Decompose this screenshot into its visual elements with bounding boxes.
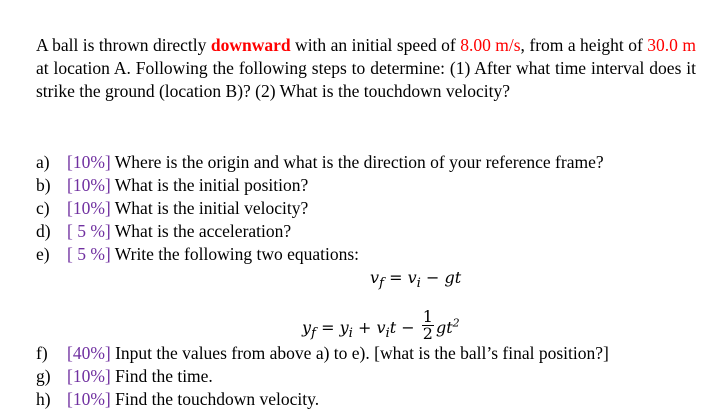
eq2-y-sub: i xyxy=(348,326,353,342)
eq1-rest: − gt xyxy=(420,268,462,287)
eq2-plus: + xyxy=(352,318,377,337)
step-weight: [40%] xyxy=(67,343,111,363)
eq2-lhs-sub: f xyxy=(311,326,316,342)
eq2-t: t xyxy=(389,318,397,337)
step-weight: [10%] xyxy=(67,366,111,386)
step-text: Input the values from above a) to e). [what is the ball’s final position?] xyxy=(110,343,609,363)
problem-text-2: with an initial speed of xyxy=(290,35,461,55)
step-text: What is the acceleration? xyxy=(110,221,292,241)
step-marker: a) xyxy=(36,152,50,172)
step-weight: [ 5 %] xyxy=(67,244,111,264)
step-weight: [10%] xyxy=(67,198,111,218)
problem-text-1: A ball is thrown directly xyxy=(36,35,211,55)
eq2-v-sub: i xyxy=(385,326,390,342)
eq1-v: v xyxy=(407,268,417,287)
step-weight: [10%] xyxy=(67,175,111,195)
steps-list-bottom xyxy=(36,342,609,411)
step-text: What is the initial velocity? xyxy=(110,198,309,218)
step-marker: d) xyxy=(36,221,51,241)
steps-list-top xyxy=(36,151,604,266)
eq1-lhs: v xyxy=(370,268,380,287)
step-marker: e) xyxy=(36,244,50,264)
step-item-a xyxy=(36,151,604,174)
position-equation xyxy=(302,307,460,345)
step-text: Where is the origin and what is the direction of your reference frame? xyxy=(110,152,604,172)
step-weight: [10%] xyxy=(67,152,111,172)
keyword-downward: downward xyxy=(210,35,291,55)
eq2-equals: = xyxy=(315,318,340,337)
eq2-lhs: y xyxy=(302,318,312,337)
step-item-e xyxy=(36,243,604,266)
eq2-v: v xyxy=(376,318,386,337)
eq2-minus: − xyxy=(396,318,420,337)
eq1-equals: = xyxy=(383,268,408,287)
step-marker: b) xyxy=(36,175,51,195)
step-marker: h) xyxy=(36,389,51,409)
eq1-lhs-sub: f xyxy=(379,276,384,292)
step-item-d xyxy=(36,220,604,243)
fraction-denominator: 2 xyxy=(422,324,433,343)
problem-text-4: at location A. Following the following steps to determine: (1) After what time interval does it strike the ground (location B)? (2) What is the touchdown velocity? xyxy=(36,58,696,102)
step-item-b xyxy=(36,174,604,197)
eq1-v-sub: i xyxy=(416,276,421,292)
step-item-f xyxy=(36,342,609,365)
step-marker: c) xyxy=(36,198,50,218)
eq2-fraction xyxy=(422,309,434,342)
eq2-tail: gt xyxy=(435,318,453,337)
eq2-exponent: 2 xyxy=(452,316,460,330)
eq2-y: y xyxy=(339,318,349,337)
problem-statement xyxy=(36,34,696,104)
fraction-numerator: 1 xyxy=(422,307,433,326)
velocity-equation xyxy=(370,268,461,291)
step-marker: g) xyxy=(36,366,51,386)
step-marker: f) xyxy=(36,343,48,363)
step-text: Find the time. xyxy=(110,366,213,386)
step-item-h xyxy=(36,388,609,411)
initial-speed-value: 8.00 m/s xyxy=(460,35,521,55)
step-weight: [ 5 %] xyxy=(67,221,111,241)
height-value: 30.0 m xyxy=(647,35,696,55)
step-item-g xyxy=(36,365,609,388)
step-text: Write the following two equations: xyxy=(110,244,360,264)
step-text: Find the touchdown velocity. xyxy=(110,389,320,409)
step-text: What is the initial position? xyxy=(110,175,309,195)
problem-text-3: , from a height of xyxy=(520,35,648,55)
step-weight: [10%] xyxy=(67,389,111,409)
step-item-c xyxy=(36,197,604,220)
